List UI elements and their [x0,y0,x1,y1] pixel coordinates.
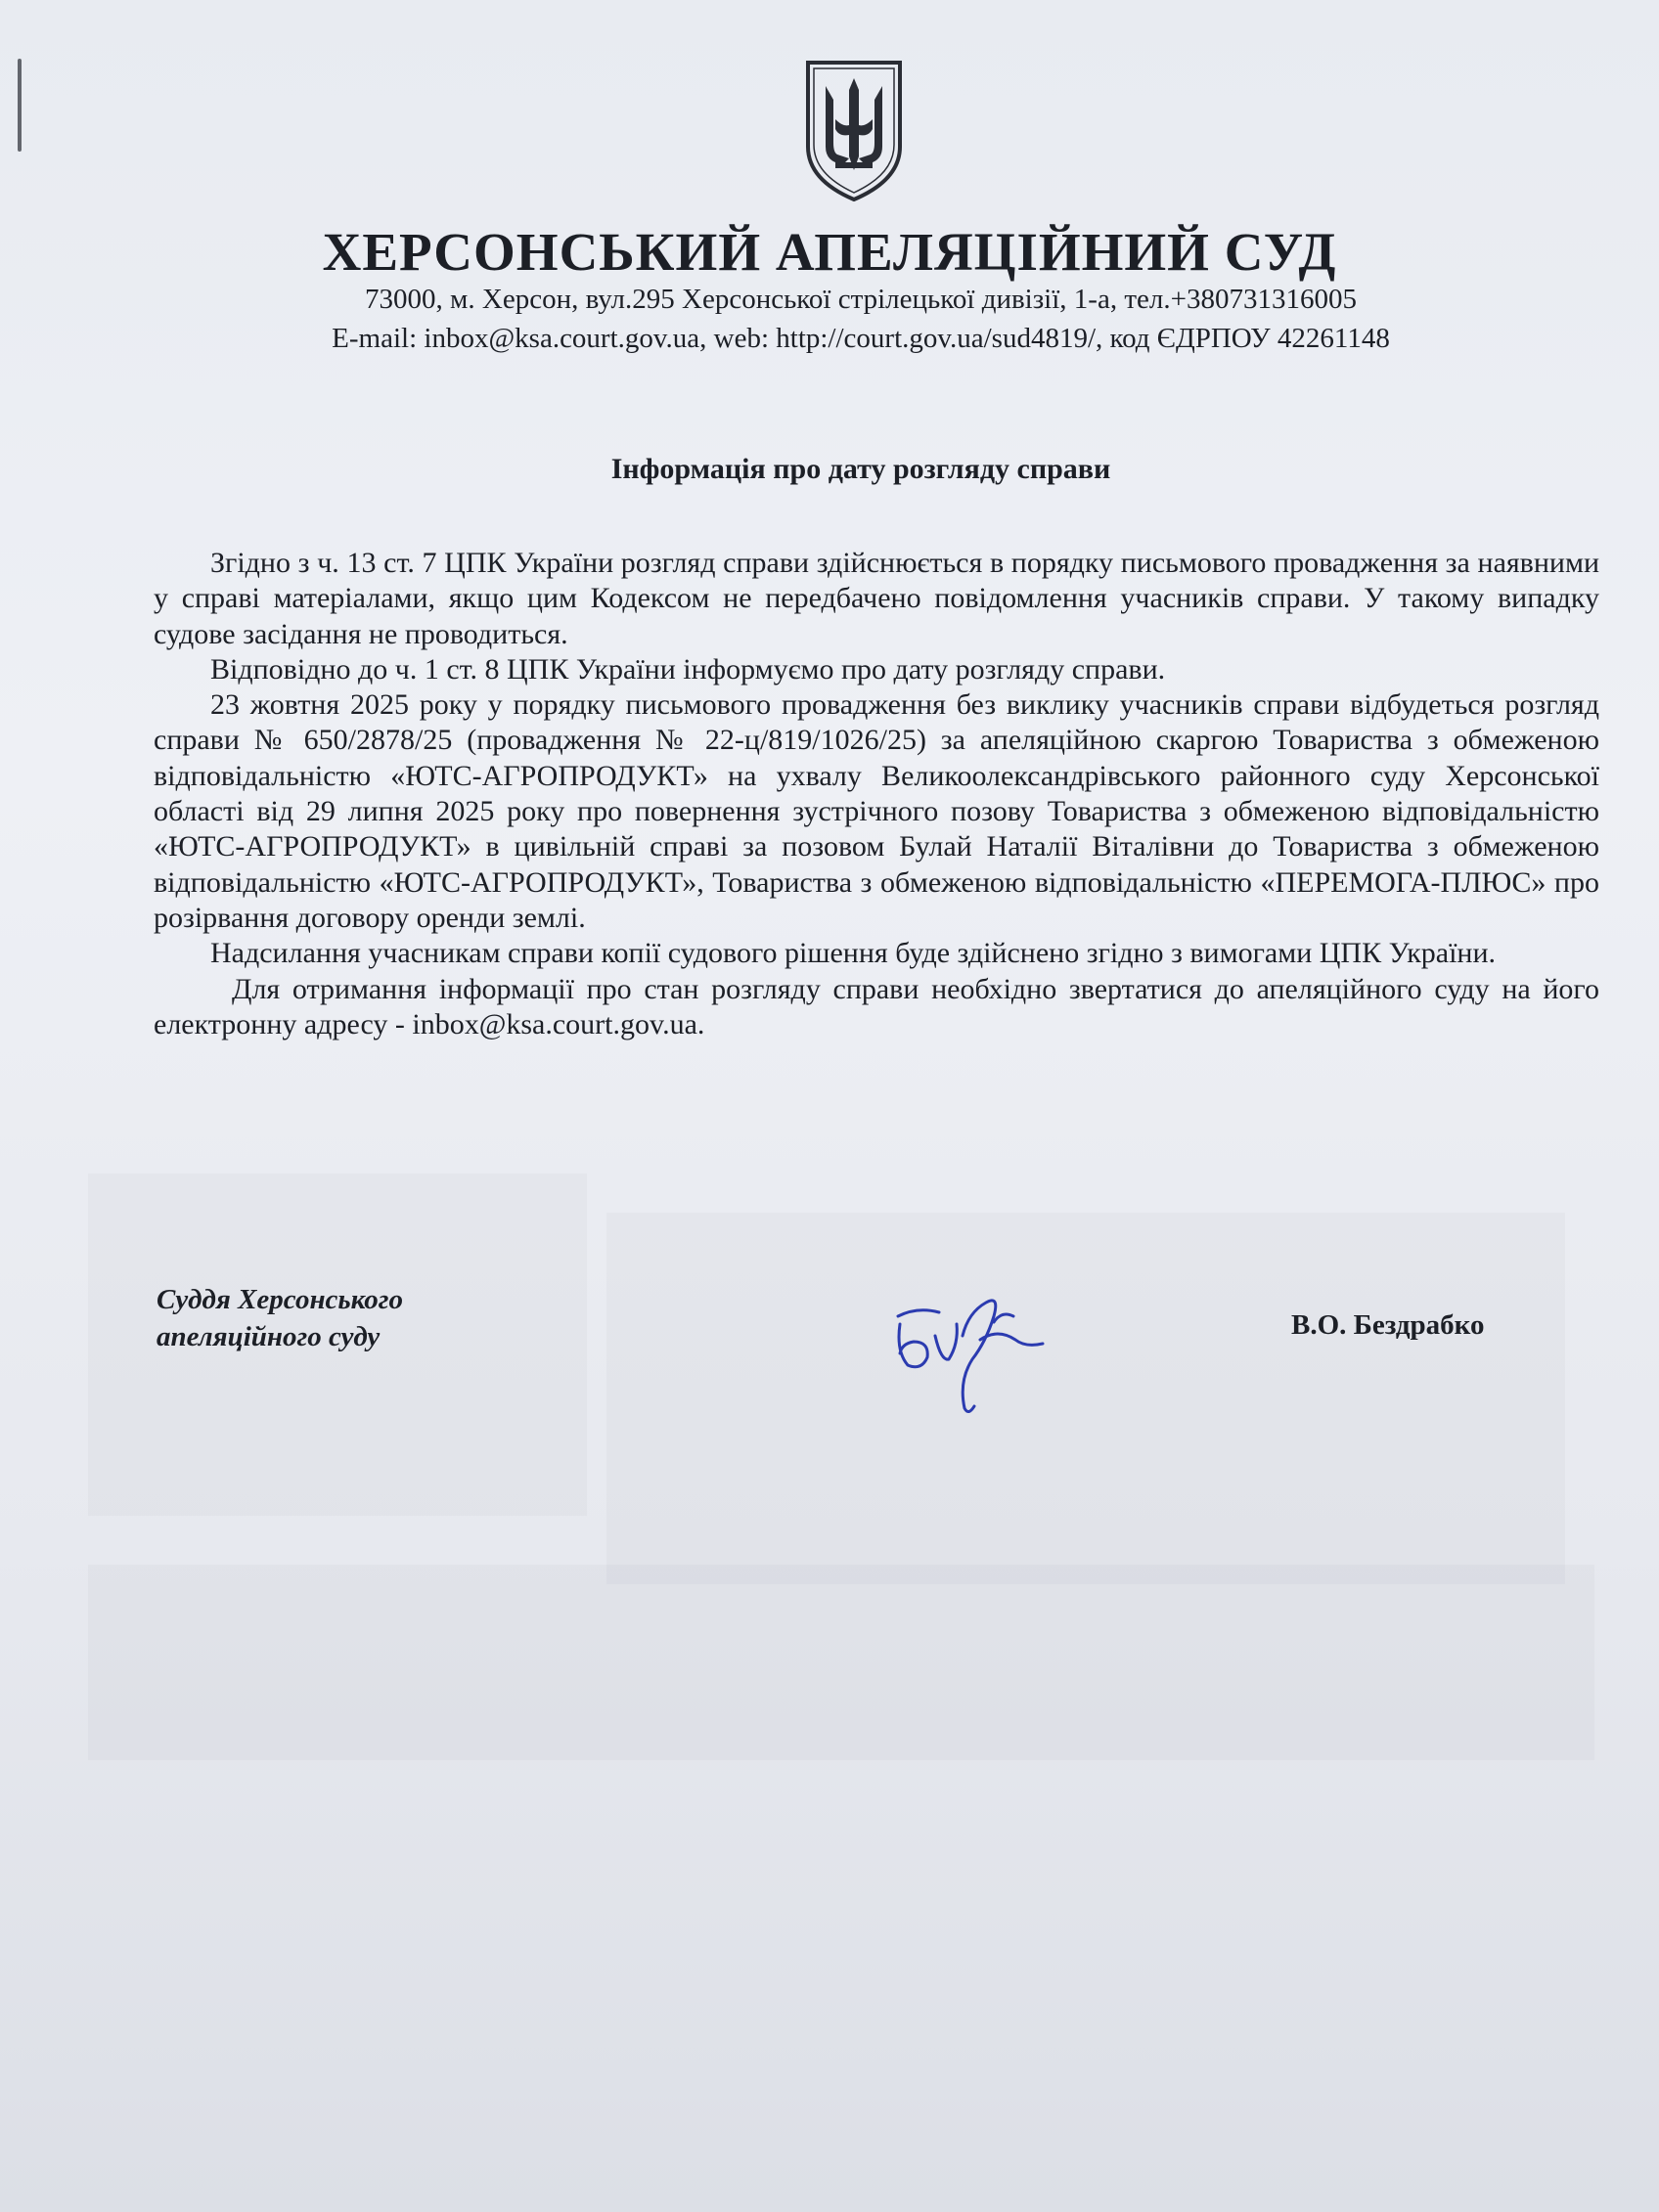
court-address: 73000, м. Херсон, вул.295 Херсонської стрілецької дивізії, 1-а, тел.+380731316005 [365,284,1357,315]
document-title: Інформація про дату розгляду справи [610,453,1111,485]
body-paragraph: Відповідно до ч. 1 ст. 8 ЦПК України інформуємо про дату розгляду справи. [210,652,1166,686]
judge-position [157,1281,403,1355]
judge-name: В.О. Бездрабко [1291,1309,1485,1341]
body-paragraph: Надсилання учасникам справи копії судового рішення буде здійснено згідно з вимогами ЦПК України. [210,937,1497,970]
trident-emblem-icon [800,57,908,203]
margin-pen-mark [18,59,22,152]
judge-position-line: Суддя Херсонського [157,1284,403,1315]
document-body [154,546,1599,1042]
court-name: ХЕРСОНСЬКИЙ АПЕЛЯЦІЙНИЙ СУД [322,222,1337,282]
body-paragraph: 23 жовтня 2025 року у порядку письмового провадження без виклику учасників справи відбудеться розгляд справи № 650/2878/25 (провадження № 22-ц/819/1026/25) за апеляційною скаргою Товариства з обмеженою відповідальністю «ЮТС-АГРОПРОДУКТ» на ухвалу Великоолександрівського районного суду Херсонської області від 29 липня 2025 року про повернення зустрічного позову Товариства з обмеженою відповідальністю «ЮТС-АГРОПРОДУКТ» в цивільній справі за позовом Булай Наталії Віталівни до Товариства з обмеженою відповідальністю «ЮТС-АГРОПРОДУКТ», Товариства з обмеженою відповідальністю «ПЕРЕМОГА-ПЛЮС» про розірвання договору оренди землі. [154,688,1599,934]
bleed-through-block [606,1213,1565,1584]
body-paragraph: Для отримання інформації про стан розгляду справи необхідно звертатися до апеляційного суду на його електронну адресу - inbox@ksa.court.gov.ua. [154,972,1599,1040]
judge-position-line: апеляційного суду [157,1321,381,1352]
bleed-through-block [88,1565,1594,1760]
court-contacts: E-mail: inbox@ksa.court.gov.ua, web: http://court.gov.ua/sud4819/, код ЄДРПОУ 42261148 [332,323,1390,354]
body-paragraph: Згідно з ч. 13 ст. 7 ЦПК України розгляд справи здійснюється в порядку письмового провадження за наявними у справі матеріалами, якщо цим Кодексом не передбачено повідомлення учасників справи. У такому випадку судове засідання не проводиться. [154,547,1599,650]
handwritten-signature-icon [878,1234,1064,1420]
